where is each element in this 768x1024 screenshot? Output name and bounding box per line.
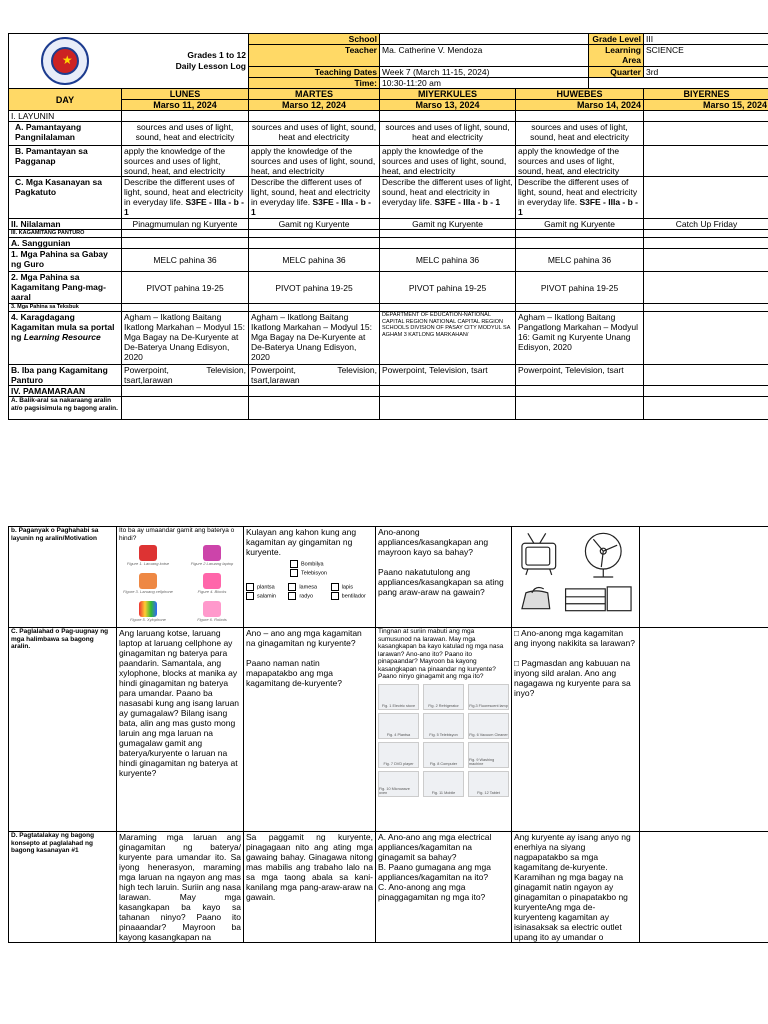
cell-text: DEPARTMENT OF EDUCATION-NATIONAL CAPITAL REGION NATIONAL CAPITAL REGION SCHOOLS DIVISION OF PASAY CITY MODYUL SA AGHAM 3 KATLONG MARKAHAN/ [380,312,516,365]
figure-caption: Figure 1. Laruang kotse [126,561,170,566]
figure-caption: Fig. 10 Microwave oven [379,786,410,795]
telebisyon-image [423,713,464,739]
row-label-learning-resource-text: 4. Karagdagang Kagamitan mula sa portal ng [11,312,115,342]
section-kagamitang-panturo: III. KAGAMITANG PANTURO [9,230,122,238]
checkbox[interactable] [331,592,339,600]
computer-image [423,742,464,768]
grade-level-value: III [644,34,768,45]
cell-text: Agham – Ikatlong Baitang Ikatlong Markahan – Modyul 15: Mga Bagay na De-Kuryente at De-Baterya Unang Edisyon, 2020 [249,312,380,365]
lesson-log-table-page1 [8,33,768,420]
competency-code: S3FE - IIIa - b - 1 [434,197,501,207]
paglalahad-huwebes-q1: □ Ano-anong mga kagamitan ang inyong nakikita sa larawan? [514,628,635,648]
cell-text: apply the knowledge of the sources and uses of light, sound, heat, and electricity [249,146,380,177]
toy-car-image [119,545,177,571]
teacher-value: Ma. Catherine V. Mendoza [380,45,589,66]
dvd-player-image [378,742,419,768]
competency-code: S3FE - IIIa - b - 1 [124,197,244,217]
plantsa-image [378,713,419,739]
figure-caption: Fig. 9 Washing machine [469,757,495,766]
day-name: HUWEBES [516,89,644,100]
checkbox-list-top [246,560,373,579]
cell-text: sources and uses of light, sound, heat and electricity [249,122,380,146]
motivation-lunes-question: Ito ba ay umaandar gamit ang baterya o hindi? [119,527,235,542]
checkbox-label: bentilador [341,593,366,600]
deped-seal-logo: ★ [41,37,89,85]
row-label-iba-pang-kagamitan: B. Iba pang Kagamitang Panturo [9,365,122,386]
cell-text-body: Describe the different uses of light, sound, heat and electricity in everyday life. [251,177,371,207]
motivation-lunes [117,527,244,628]
header-title-cell [122,34,249,89]
cell-text: Powerpoint, Television, tsart [380,365,516,386]
cell-text: PIVOT pahina 19-25 [122,272,249,304]
row-label-gabay-ng-guro: 1. Mga Pahina sa Gabay ng Guro [9,249,122,272]
row-label-pagtatalakay: D. Pagtatalakay ng bagong konsepto at paglalahad ng bagong kasanayan #1 [9,832,117,943]
cell-text: MELC pahina 36 [380,249,516,272]
paglalahad-huwebes [512,628,640,832]
nilalaman-cell: Pinagmumulan ng Kuryente [122,219,249,230]
competency-code: S3FE - IIIa - b - 1 [518,197,638,217]
figure-caption: Figure 4. Blocks [197,589,227,594]
pagtatalakay-martes: Sa paggamit ng kuryente, pinagagaan nito ang ating mga gawaing bahay. Ginagawa nitong mas mabilis ang trabaho lalo na sa mga taong abala sa kani-kanilang mga pang-araw-araw na gawain. [244,832,376,943]
cell-text: MELC pahina 36 [122,249,249,272]
cell-text: sources and uses of light, sound, heat and electricity [380,122,516,146]
day-date: Marso 15, 2024 [644,100,768,111]
figure-caption: Fig. 12 Tablet [477,791,500,795]
teacher-label: Teacher [249,45,380,66]
figure-caption: Fig. 7 DVD player [383,762,414,766]
checkbox[interactable] [290,569,298,577]
checkbox[interactable] [288,592,296,600]
cell-text-body: Describe the different uses of light, sound, heat and electricity in everyday life. [124,177,244,207]
motivation-biyernes [640,527,768,628]
day-label: DAY [9,89,122,111]
teaching-dates-value: Week 7 (March 11-15, 2024) [380,66,589,77]
toy-robot-image [183,601,241,627]
checkbox-label: Bombilya [301,561,324,568]
figure-caption: Fig. 2 Refrigerator [428,704,459,708]
paglalahad-martes-q2: Paano naman natin mapapatakbo ang mga kagamitang de-kuryente? [246,658,342,688]
motivation-huwebes [512,527,640,628]
mobile-image [423,771,464,797]
school-value [380,34,589,45]
figure-caption: Fig. 8 Computer [429,762,458,766]
cell-text-body: Describe the different uses of light, sound, heat and electricity in everyday life. [518,177,638,207]
checkbox-label: plantsa [257,584,275,591]
nilalaman-cell: Catch Up Friday [644,219,768,230]
time-label: Time: [249,77,380,88]
toy-images [119,545,241,627]
refrigerator-image [423,684,464,710]
iron-icon [522,588,550,609]
cell-text [122,177,249,219]
deped-seal-cell [9,34,122,89]
day-name: MIYERKULES [380,89,516,100]
cell-text: sources and uses of light, sound, heat and electricity [516,122,644,146]
figure-caption: Figure 6. Robots [197,617,227,622]
grade-level-label: Grade Level [589,34,644,45]
quarter-label: Quarter [589,66,644,77]
nilalaman-cell: Gamit ng Kuryente [380,219,516,230]
washing-machine-image [468,742,509,768]
paglalahad-miyerkules [376,628,512,832]
cell-text: PIVOT pahina 19-25 [380,272,516,304]
day-date: Marso 13, 2024 [380,100,516,111]
day-name: BIYERNES [644,89,768,100]
cell-text: sources and uses of light, sound, heat and electricity [122,122,249,146]
row-label-learning-resource [9,312,122,365]
nilalaman-cell: Gamit ng Kuryente [249,219,380,230]
toy-xylophone-image [119,601,177,627]
school-label: School [249,34,380,45]
cell-text: Agham – Ikatlong Baitang Ikatlong Markahan – Modyul 15: Mga Bagay na De-Kuryente at De-Baterya Unang Edisyon, 2020 [122,312,249,365]
row-label-balik-aral: A. Balik-aral sa nakaraang aralin at/o pagsisimula ng bagong aralin. [9,397,122,420]
cell-text: MELC pahina 36 [249,249,380,272]
day-date: Marso 11, 2024 [122,100,249,111]
pagtatalakay-huwebes: Ang kuryente ay isang anyo ng enerhiya na siyang nagpapatakbo sa mga kagamitang de-kuryente. Karamihan ng mga bagay na ginagamit natin ngayon ay ginagamitan o pinapatakbo ng kuryenteAng mga de-kuryenteng kagamitan ay isinasaksak sa electric outlet upang ito ay umandar o [512,832,640,943]
pagtatalakay-biyernes [640,832,768,943]
row-label-motivation: b. Paganyak o Paghahabi sa layunin ng aralin/Motivation [9,527,117,628]
checkbox[interactable] [246,592,254,600]
figure-caption: Fig. 6 Vacuum Cleaner [469,733,508,737]
figure-caption: Figure 3. Laruang cellphone [123,589,173,594]
toy-cellphone-image [119,573,177,599]
toy-blocks-image [183,573,241,599]
laptop-icon [566,587,631,611]
fan-icon [585,533,621,577]
paglalahad-martes-q1: Ano – ano ang mga kagamitan na ginagamitan ng kuryente? [246,628,362,648]
appliance-images [378,684,509,797]
motivation-miyerkules-q1: Ano-anong appliances/kasangkapan ang mayroon kayo sa bahay? [378,527,489,557]
nilalaman-cell: Gamit ng Kuryente [516,219,644,230]
checkbox[interactable] [331,583,339,591]
paglalahad-martes [244,628,376,832]
appliances-drawing [514,527,637,619]
figure-caption: Fig. 4 Plantsa [386,733,411,737]
motivation-martes-instruction: Kulayan ang kahon kung ang kagamitan ay gingamitan ng kuryente. [246,527,357,557]
microwave-oven-image [378,771,419,797]
figure-caption: Fig. 1 Electric stove [381,704,416,708]
day-name: MARTES [249,89,380,100]
checkbox-label: lamesa [299,584,318,591]
row-label-kagamitang-pang-mag-aaral: 2. Mga Pahina sa Kagamitang Pang-mag-aaral [9,272,122,304]
cell-text: Powerpoint, Television, tsart [516,365,644,386]
checkbox-grid [246,583,373,602]
electric-stove-image [378,684,419,710]
cell-text: apply the knowledge of the sources and uses of light, sound, heat, and electricity [516,146,644,177]
tv-icon [522,533,556,575]
figure-caption: Fig. 5 Telebisyon [429,733,458,737]
section-layunin: I. LAYUNIN [9,111,122,122]
paglalahad-huwebes-q2: □ Pagmasdan ang kabuuan na inyong sild aralan. Ano ang nagagawa ng kuryente para sa inyo? [514,658,631,698]
section-nilalaman: II. Nilalaman [9,219,122,230]
row-label-pamantayan-sa-pagganap: B. Pamantayan sa Pagganap [9,146,122,177]
checkbox[interactable] [288,583,296,591]
figure-caption: Fig.3 Fluorescent lamp [469,704,508,708]
learning-area-label: Learning Area [589,45,644,66]
day-date: Marso 12, 2024 [249,100,380,111]
cell-text [249,177,380,219]
header-blank [589,77,768,88]
vacuum-cleaner-image [468,713,509,739]
paglalahad-miyerkules-instruction: Tingnan at suriin mabuti ang mga sumusunod na larawan. May mga kasangkapan ba kayo katulad ng mga nasa larawan? Ano-ano ito? Paano ito pinapaandar? Mayroon ba kayong kasangkapan na pinaandar ng kuryente? Paano ninyo ginagamit ang mga ito? [378,628,504,680]
fluorescent-lamp-image [468,684,509,710]
lesson-log-table-page2 [8,526,768,943]
section-sanggunian: A. Sanggunian [9,238,122,249]
checkbox-label: Telebisyon [301,570,327,577]
section-pamamaraan: IV. PAMAMARAAN [9,386,122,397]
cell-text: apply the knowledge of the sources and uses of light, sound, heat, and electricity [122,146,249,177]
cell-text: Powerpoint, Television, tsart,larawan [249,365,380,386]
cell-text: PIVOT pahina 19-25 [516,272,644,304]
motivation-miyerkules [376,527,512,628]
cell-text: Powerpoint, Television, tsart,larawan [122,365,249,386]
row-label-teksbuk: 3. Mga Pahina sa Teksbuk [9,304,122,312]
log-title: Daily Lesson Log [175,61,246,71]
day-date: Marso 14, 2024 [516,100,644,111]
checkbox[interactable] [246,583,254,591]
motivation-martes [244,527,376,628]
pagtatalakay-lunes: Maraming mga laruan ang ginagamitan ng baterya/ kuryente para umandar ito. Sa iyong henerasyon, maraming mga laruan na ngayon ang mas high tech laruin. Suriin ang nasa larawan. May mga kasangkapan ba kayo sa tahanan ninyo? Paano ito pinaaandar? Mayroon ba kayong kasangkapan na [117,832,244,943]
cell-text [516,177,644,219]
pagtatalakay-miyerkules: A. Ano-ano ang mga electrical appliances/kagamitan na ginagamit sa bahay? B. Paano gumagana ang mga appliances/kagamitan na ito? C. Ano-anong ang mga pinaggagamitan ng mga ito? [376,832,512,943]
checkbox-label: lapis [341,584,353,591]
paglalahad-biyernes [640,628,768,832]
cell-text: Agham – Ikatlong Baitang Pangatlong Markahan – Modyul 16: Gamit ng Kuryente Unang Edisyon, 2020 [516,312,644,365]
cell-text-body: Describe the different uses of light, sound, heat and electricity in everyday life. [382,177,513,207]
toy-laptop-image [183,545,241,571]
cell-text: apply the knowledge of the sources and uses of light, sound, heat, and electricity [380,146,516,177]
quarter-value: 3rd [644,66,768,77]
row-label-kasanayan-sa-pagkatuto: C. Mga Kasanayan sa Pagkatuto [9,177,122,219]
paglalahad-lunes: Ang laruang kotse, laruang laptop at laruang cellphone ay ginagamitan ng baterya para paandarin. Samantala, ang xylophone, blocks at manika ay hindi ginagamitan ng baterya para umandar. Paano ba nasasabi kung ang isang laruan ay gumagalaw? Bilang isang bata, alin ang mas gusto mong laruin ang mga laruan na gumagalaw gamit ang baterya/kuryente o laruan na hindi ginagamitan ng baterya at kuryente? [117,628,244,832]
time-value: 10:30-11:20 am [380,77,589,88]
tablet-image [468,771,509,797]
cell-text: MELC pahina 36 [516,249,644,272]
grades-label: Grades 1 to 12 [187,50,246,60]
figure-caption: Fig. 11 Mobile [431,791,456,795]
competency-code: S3FE - IIIa - b - 1 [251,197,371,217]
day-name: LUNES [122,89,249,100]
learning-area-value: SCIENCE [644,45,768,66]
checkbox-label: radyo [299,593,314,600]
figure-caption: Figure 5. Xylophone [130,617,166,622]
teaching-dates-label: Teaching Dates [249,66,380,77]
row-label-paglalahad: C. Paglalahad o Pag-uugnay ng mga halimbawa sa bagong aralin. [9,628,117,832]
checkbox[interactable] [290,560,298,568]
checkbox-label: salamin [257,593,276,600]
cell-text: PIVOT pahina 19-25 [249,272,380,304]
motivation-miyerkules-q2: Paano nakatutulong ang appliances/kasangkapan sa ating pang araw-araw na gawain? [378,567,504,597]
cell-text [380,177,516,219]
figure-caption: Figure 2 Laruang laptop [190,561,234,566]
row-label-learning-resource-italic: Learning Resource [23,332,101,342]
row-label-pamantayang-pangnilalaman: A. Pamantayang Pangnilalaman [9,122,122,146]
